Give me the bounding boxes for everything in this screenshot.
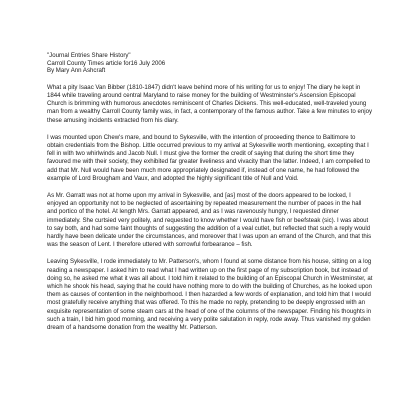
article-source: Carroll County Times article for16 July 2006: [47, 59, 166, 67]
paragraph-intro: What a pity Isaac Van Bibber (1810-1847) didn't leave behind more of his writing for us to enjoy! The diary he kept in 1844 while traveling around central Maryland to raise money for the building of Westminster's Ascension Episcopal Church is brimming with humorous anecdotes reminiscent of Charles Dickens. This well-educated, well-traveled young man from a wealthy Carroll County family was, in fact, a contemporary of the famous author. Take a few minutes to enjoy these amusing incidents extracted from his diary.: [47, 83, 373, 124]
article-title: "Journal Entries Share History": [47, 52, 131, 59]
paragraph-sykesville-ride: I was mounted upon Chew's mare, and bound to Sykesville, with the intention of proceeding thence to Baltimore to obtain credentials from the Bishop. Little occurred previous to my arrival at Sykesville worth mentioning, excepting that I fell in with two whirlwinds and Jacob Null. I must give the former the credit of saying that during the short time they favoured me with their society, they exhibited far greater liveliness and vivacity than the latter. Indeed, I am compelled to add that Mr. Null would have been much more appropriately designated if, instead of one name, he had followed the example of Lord Brougham and Vaux, and adopted the highly significant title of Null and Void.: [47, 133, 371, 182]
paragraph-garratt-hotel: As Mr. Garratt was not at home upon my arrival in Sykesville, and [as] most of the doors appeared to be locked, I enjoyed an opportunity not to be neglected of ascertaining by repeated measurement the number of paces in the hall and portico of the hotel. At length Mrs. Garratt appeared, and as I was ravenously hungry, I requested dinner immediately. She curtsied very politely, and requested to know whether I would have fish or beefsteak (sic). I was about to say both, and had some faint thoughts of suggesting the addition of a veal cutlet, but reflected that such a reply would hardly have been delicate under the circumstances, and moreover that I was upon an errand of the Church, and that this was the season of Lent. I therefore uttered with sorrowful forbearance – fish.: [47, 192, 372, 249]
article-author: By Mary Ann Ashcraft: [47, 67, 106, 75]
article-header: [47, 52, 373, 75]
document-page: [47, 52, 373, 332]
paragraph-patterson: Leaving Sykesville, I rode immediately to Mr. Patterson's, whom I found at some distance from his house, sitting on a log reading a newspaper. I asked him to read what I had written up on the first page of my subscription book, but instead of doing so, he asked me what it was all about. I told him it related to the building of an Episcopal Church in Westminster, at which he shook his head, saying that he could have nothing more to do with the building of Churches, as he looked upon them as causes of contention in the neighborhood. I then hazarded a few words of explanation, and told him that I would most gratefully receive anything that was offered. To this he made no reply, pretending to be deeply engrossed with an exquisite representation of some steam cars at the head of one of the columns of the newspaper. Finding his thoughts in such a train, I bid him good morning, and receiving a very polite salutation in reply, rode away. Thus vanished my golden dream of a handsome donation from the wealthy Mr. Patterson.: [47, 258, 373, 332]
